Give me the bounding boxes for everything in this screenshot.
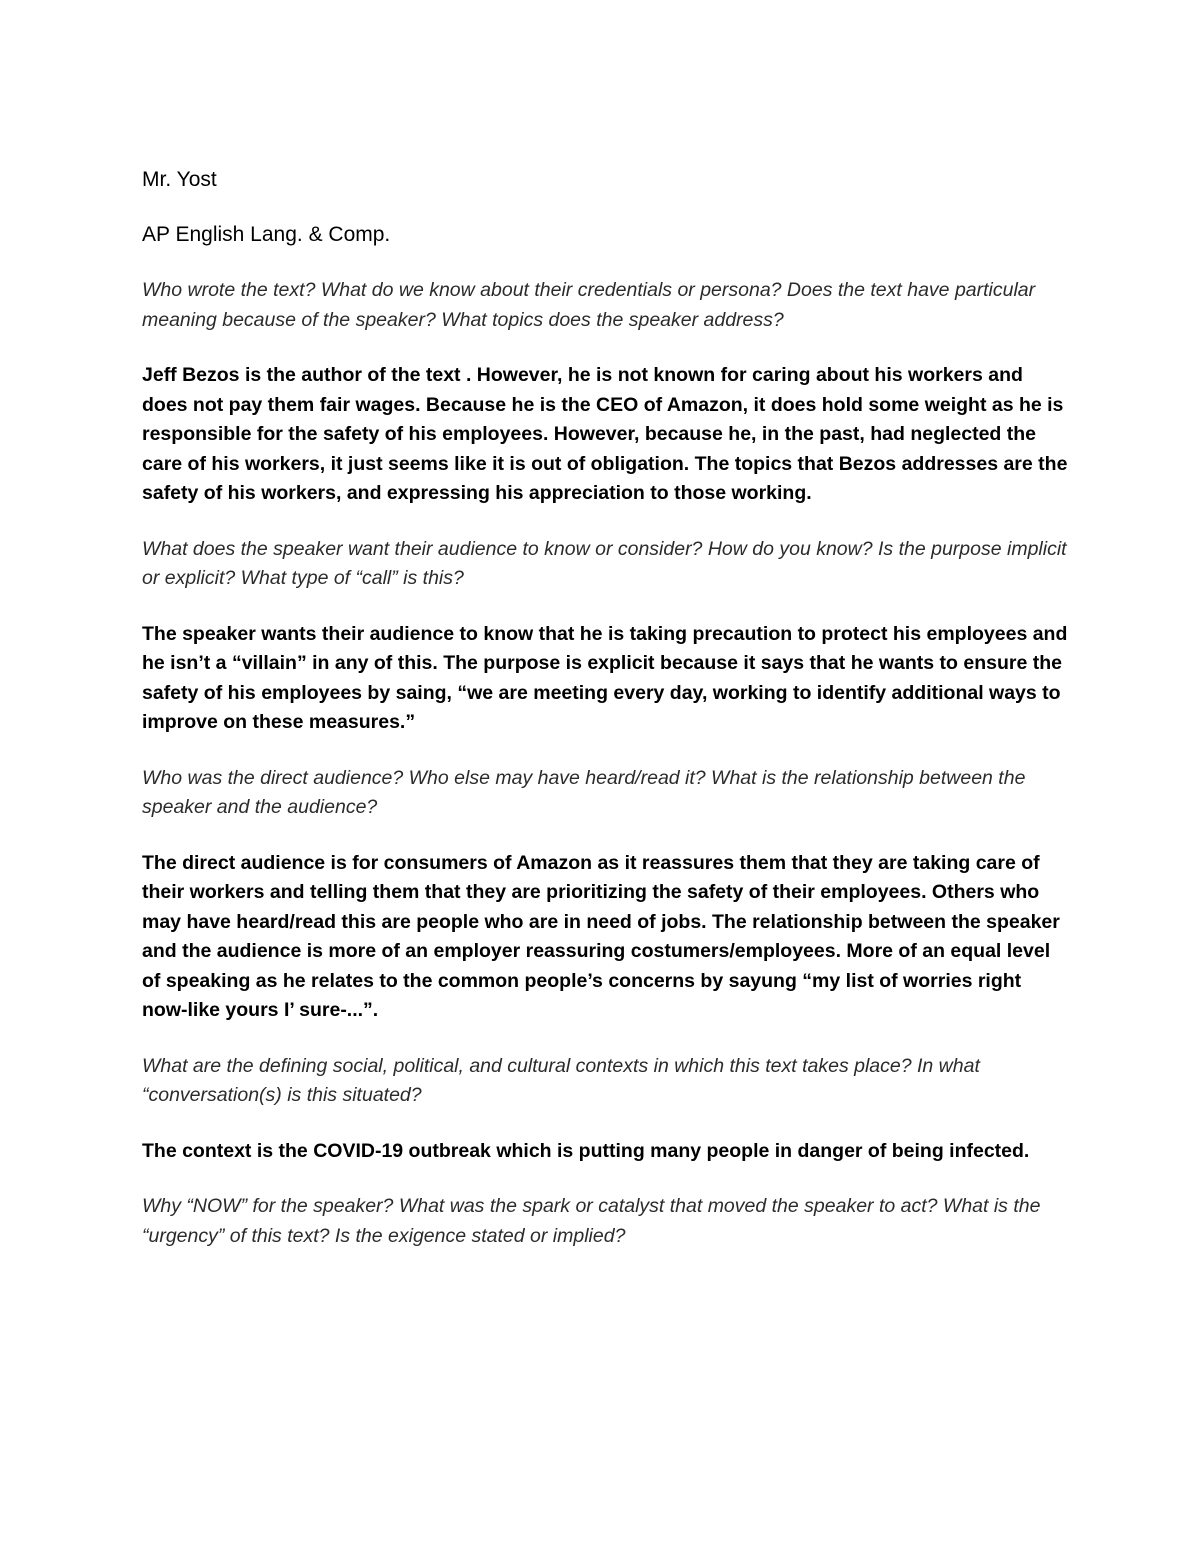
course-title: AP English Lang. & Comp. bbox=[142, 223, 391, 246]
section-speaker bbox=[142, 276, 1072, 509]
question-speaker: Who wrote the text? What do we know about their credentials or persona? Does the text have particular meaning because of the speaker? What topics does the speaker address? bbox=[142, 279, 1036, 331]
teacher-name: Mr. Yost bbox=[142, 168, 217, 191]
question-exigence: Why “NOW” for the speaker? What was the spark or catalyst that moved the speaker to act? What is the “urgency” of this text? Is the exigence stated or implied? bbox=[142, 1195, 1041, 1247]
section-purpose bbox=[142, 535, 1072, 738]
answer-speaker: Jeff Bezos is the author of the text . However, he is not known for caring about his workers and does not pay them fair wages. Because he is the CEO of Amazon, it does hold some weight as he is responsible for the safety of his employees. However, because he, in the past, had neglected the care of his workers, it just seems like it is out of obligation. The topics that Bezos addresses are the safety of his workers, and expressing his appreciation to those working. bbox=[142, 364, 1068, 504]
question-audience: Who was the direct audience? Who else may have heard/read it? What is the relationship between the speaker and the audience? bbox=[142, 766, 1026, 818]
section-context bbox=[142, 1052, 1072, 1167]
answer-context: The context is the COVID-19 outbreak which is putting many people in danger of being infected. bbox=[142, 1139, 1030, 1162]
answer-audience: The direct audience is for consumers of Amazon as it reassures them that they are taking care of their workers and telling them that they are prioritizing the safety of their employees. Others who may have heard/read this are people who are in need of jobs. The relationship between the speaker and the audience is more of an employer reassuring costumers/employees. More of an equal level of speaking as he relates to the common people’s concerns by sayung “my list of worries right now-like yours I’ sure-...”. bbox=[142, 851, 1060, 1021]
section-exigence bbox=[142, 1192, 1072, 1251]
question-context: What are the defining social, political, and cultural contexts in which this text takes place? In what “conversation(s) is this situated? bbox=[142, 1054, 980, 1106]
answer-purpose: The speaker wants their audience to know that he is taking precaution to protect his employees and he isn’t a “villain” in any of this. The purpose is explicit because it says that he wants to ensure the safety of his employees by saing, “we are meeting every day, working to identify additional ways to improve on these measures.” bbox=[142, 622, 1068, 733]
section-audience bbox=[142, 764, 1072, 1026]
question-purpose: What does the speaker want their audience to know or consider? How do you know? Is the purpose implicit or explicit? What type of “call” is this? bbox=[142, 537, 1067, 589]
document-page bbox=[142, 166, 1072, 1277]
